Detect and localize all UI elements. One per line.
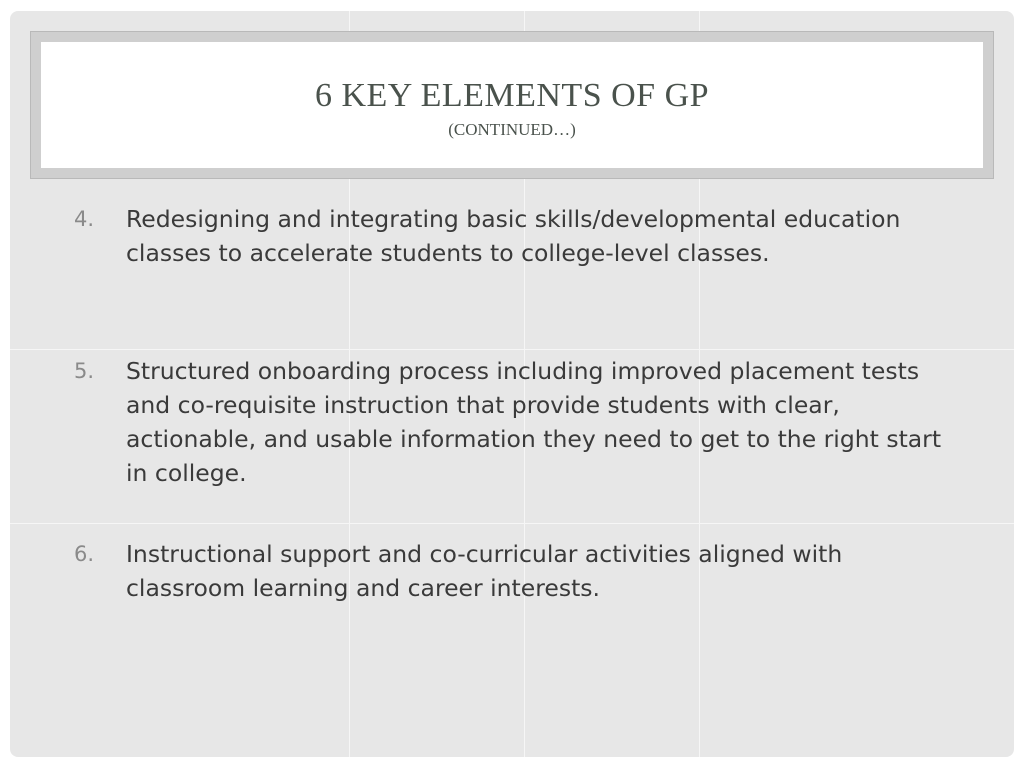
list-item-number: 4. bbox=[74, 207, 95, 231]
list-item-text: Instructional support and co-curricular activities aligned with classroom learning and career interests. bbox=[126, 540, 843, 602]
slide-title: 6 KEY ELEMENTS OF GP bbox=[314, 77, 710, 114]
list-item-number: 5. bbox=[74, 359, 95, 383]
grid-line bbox=[10, 349, 1014, 350]
slide bbox=[10, 11, 1014, 757]
title-frame bbox=[30, 31, 994, 179]
list-item-text: Redesigning and integrating basic skills/developmental education classes to accelerate students to college-level classes. bbox=[126, 205, 901, 267]
list-item-number: 6. bbox=[74, 542, 95, 566]
slide-subtitle: (CONTINUED…) bbox=[448, 120, 576, 139]
grid-line bbox=[10, 523, 1014, 524]
title-box bbox=[41, 42, 983, 168]
list-item-text: Structured onboarding process including improved placement tests and co-requisite instruction that provide students with clear, actionable, and usable information they need to get to the right start in college. bbox=[126, 357, 942, 487]
